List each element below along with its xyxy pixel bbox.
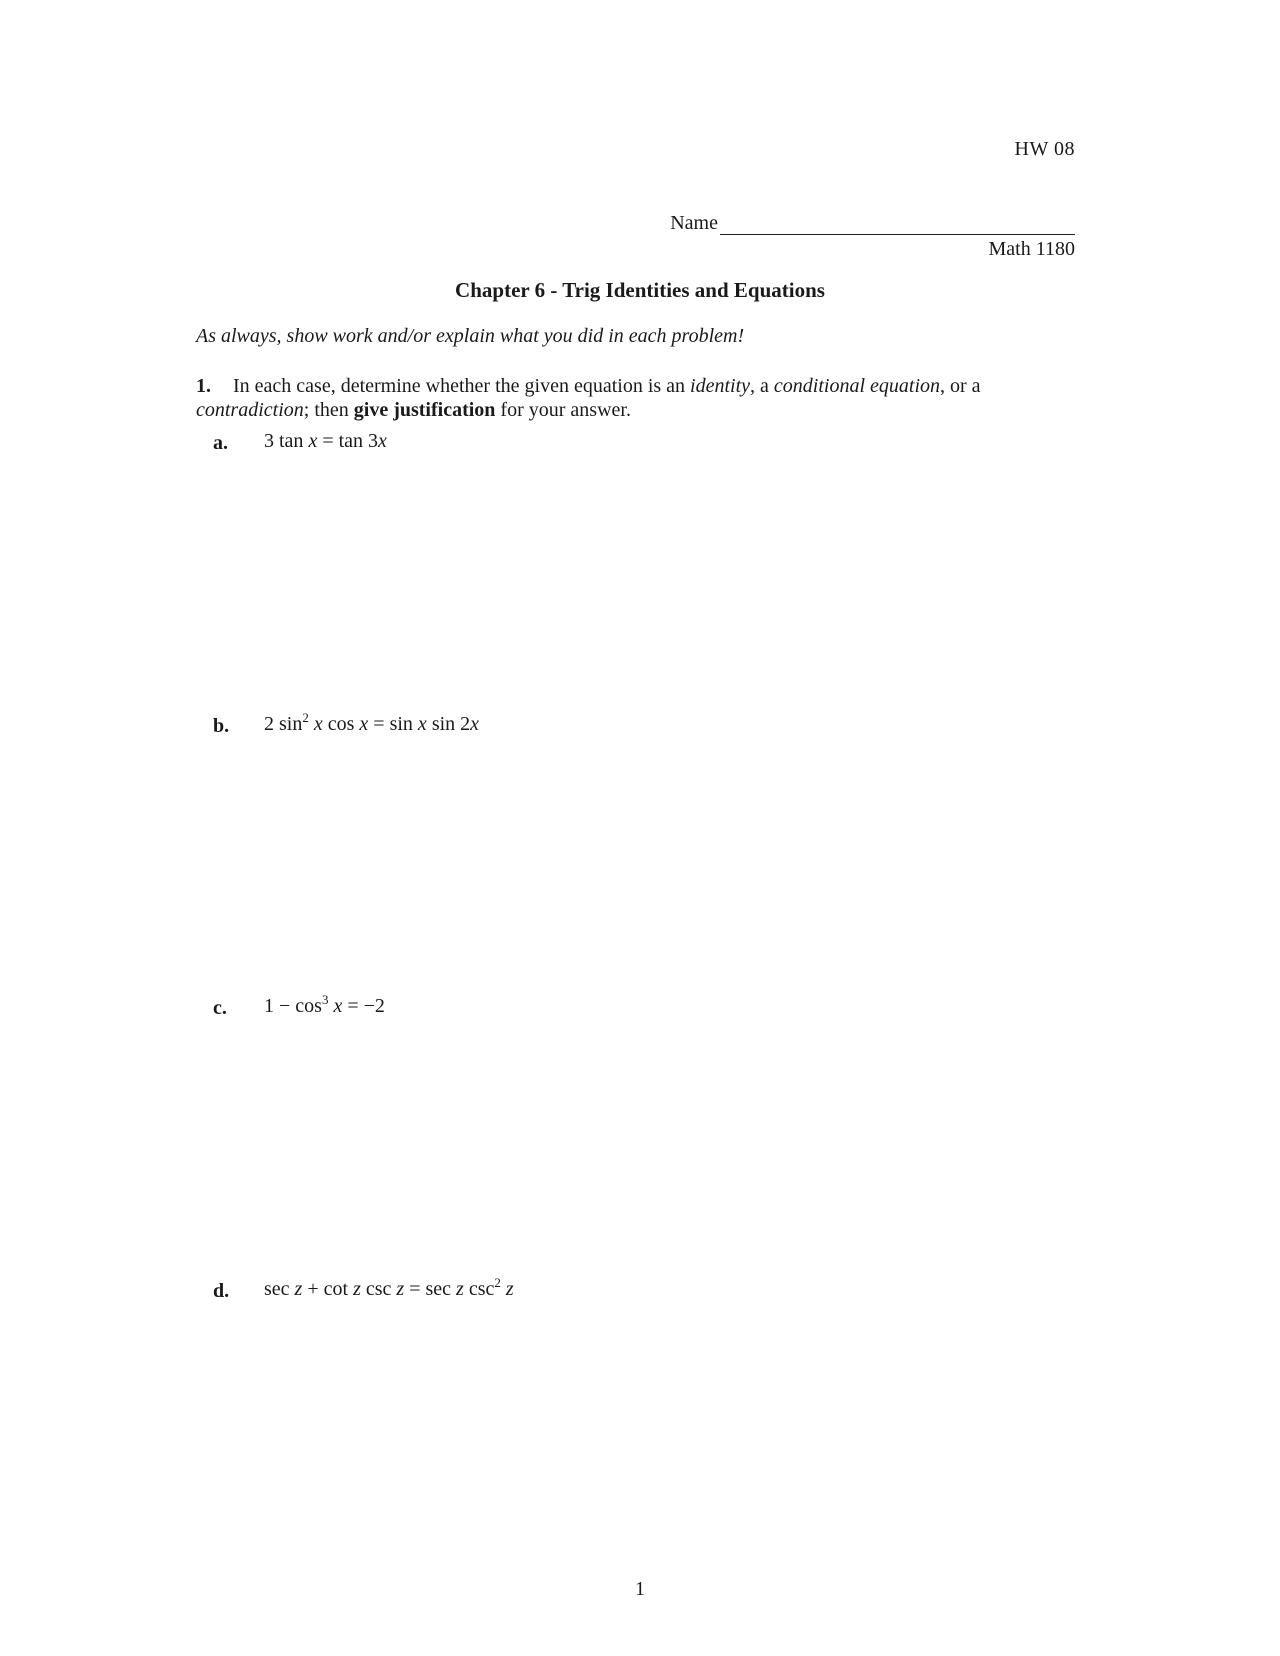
eq-text: 3 tan <box>264 430 309 452</box>
eq-text: = sec <box>404 1278 457 1300</box>
eq-exponent: 2 <box>302 710 309 725</box>
homework-label: HW 08 <box>1014 138 1075 160</box>
eq-text: = tan 3 <box>317 430 379 452</box>
term-justification: give justification <box>353 399 496 421</box>
part-b-equation <box>264 710 480 736</box>
part-a-equation <box>264 430 387 453</box>
problem-1-statement <box>196 374 1066 422</box>
eq-exponent: 3 <box>321 992 329 1007</box>
eq-text: cos <box>322 713 360 735</box>
eq-text: = −2 <box>342 995 385 1017</box>
problem-number: 1. <box>196 375 211 397</box>
part-a-label: a. <box>213 432 228 454</box>
page-title: Chapter 6 - Trig Identities and Equations <box>455 278 825 302</box>
part-d-equation <box>264 1275 514 1301</box>
eq-var: x <box>313 713 323 735</box>
eq-var: x <box>359 713 369 735</box>
problem-text: ; then <box>303 399 354 421</box>
eq-var: x <box>333 995 343 1017</box>
problem-text: , or a <box>940 375 981 397</box>
eq-var: x <box>470 713 480 735</box>
eq-var: z <box>396 1278 405 1300</box>
name-field <box>670 212 1075 235</box>
eq-text: sec <box>264 1278 295 1300</box>
eq-var: z <box>456 1278 464 1300</box>
problem-text: , a <box>750 375 774 397</box>
eq-var: x <box>417 713 427 735</box>
eq-text: csc <box>360 1278 397 1300</box>
eq-text: sin 2 <box>426 713 471 735</box>
eq-text: 1 − cos <box>264 995 322 1017</box>
part-b-label: b. <box>213 715 230 737</box>
eq-text: 2 sin <box>264 713 303 735</box>
eq-var: x <box>308 430 318 452</box>
eq-text: + cot <box>302 1278 354 1300</box>
name-label: Name <box>670 212 718 234</box>
name-blank-line <box>720 214 1075 235</box>
eq-var: z <box>353 1278 361 1300</box>
eq-exponent: 2 <box>494 1275 501 1290</box>
problem-text: for your answer. <box>495 399 631 421</box>
problem-text: In each case, determine whether the given equation is an <box>233 375 691 397</box>
eq-var: z <box>505 1278 514 1300</box>
term-contradiction: contradiction <box>196 399 304 421</box>
term-identity: identity <box>690 375 751 397</box>
part-c-equation <box>264 992 385 1018</box>
course-label: Math 1180 <box>988 238 1075 260</box>
eq-var: z <box>294 1278 303 1300</box>
eq-var: x <box>378 430 387 452</box>
eq-text: = sin <box>368 713 418 735</box>
eq-text: csc <box>463 1278 495 1300</box>
page-number: 1 <box>635 1578 645 1600</box>
instruction-note: As always, show work and/or explain what you did in each problem! <box>196 325 745 347</box>
part-d-label: d. <box>213 1280 230 1302</box>
term-conditional: conditional equation <box>773 375 940 397</box>
part-c-label: c. <box>213 997 227 1019</box>
